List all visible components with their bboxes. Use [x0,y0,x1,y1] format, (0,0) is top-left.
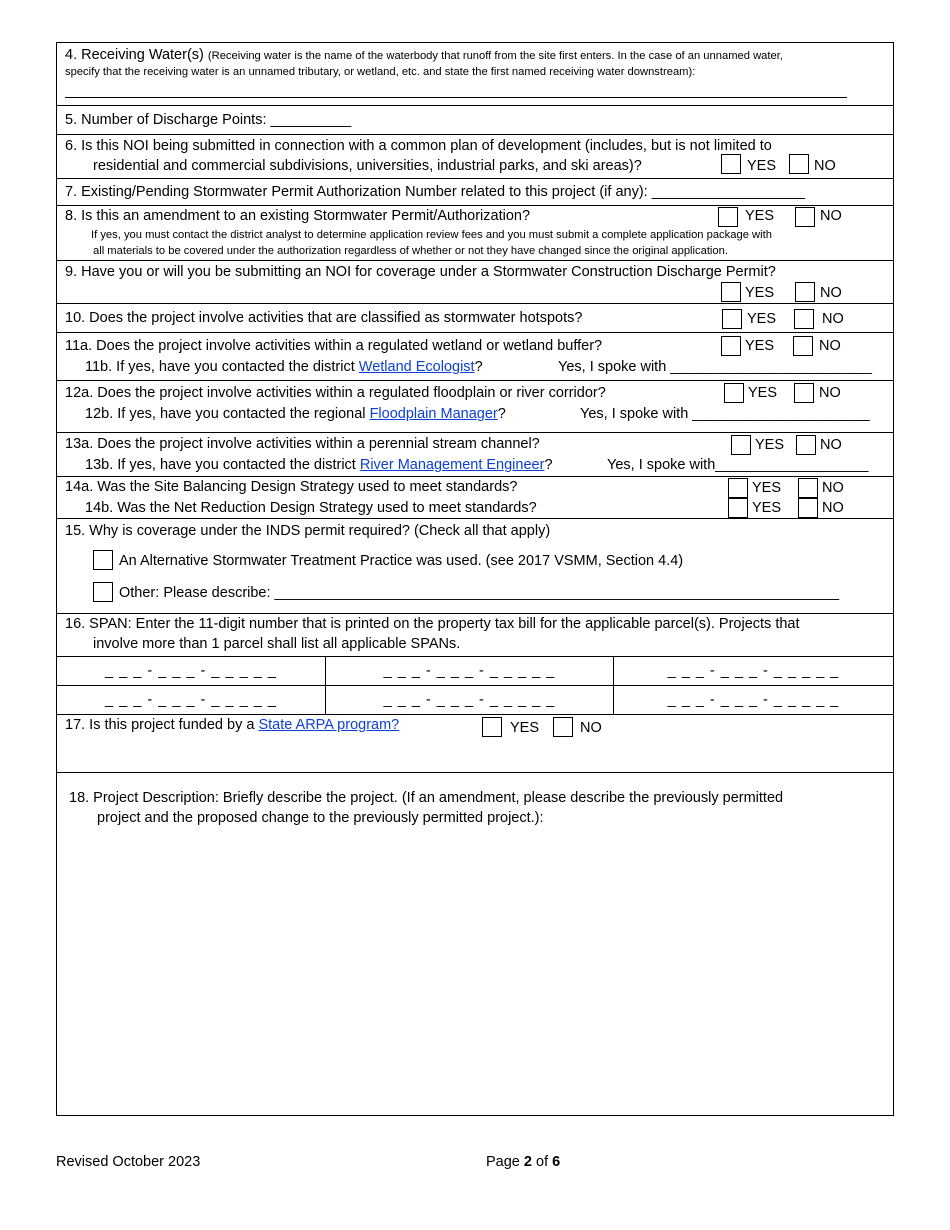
q13b-label: 13b. If yes, have you contacted the district River Management Engineer? [85,457,553,473]
q6-no-label: NO [814,158,836,174]
q15-other-checkbox[interactable] [93,582,113,602]
q5-label[interactable]: 5. Number of Discharge Points: __________ [65,112,352,128]
q5-row [57,106,893,135]
q11a-yes-checkbox[interactable] [721,336,741,356]
q18-row[interactable] [57,773,893,1115]
q4-row [57,43,893,106]
q6-label-line1: 6. Is this NOI being submitted in connection with a common plan of development (includes, but is not limited to [65,138,772,154]
q6-yes-label: YES [747,158,777,174]
q12a-yes-checkbox[interactable] [724,383,744,403]
q15-other-label[interactable]: Other: Please describe: ______________________________________________________________________ [119,585,840,601]
q4-label: 4. Receiving Water(s) (Receiving water is the name of the waterbody that runoff from the site first enters. In the case of an unnamed water, [65,47,783,63]
q4-note: specify that the receiving water is an unnamed tributary, or wetland, etc. and state the first named receiving water downstream): [65,66,696,78]
q17-yes-checkbox[interactable] [482,717,502,737]
q6-label-line2: residential and commercial subdivisions, universities, industrial parks, and ski areas)? [93,158,642,174]
q15-alternative-practice-label: An Alternative Stormwater Treatment Practice was used. (see 2017 VSMM, Section 4.4) [119,553,684,569]
river-management-engineer-link[interactable]: River Management Engineer [359,457,545,473]
q11a-no-label: NO [819,338,841,354]
q12a-label: 12a. Does the project involve activities within a regulated floodplain or river corridor? [65,385,606,401]
q13-row [57,433,893,477]
span-row-2 [57,686,893,715]
q13a-yes-label: YES [755,437,785,453]
q15-alternative-practice-checkbox[interactable] [93,550,113,570]
q14a-no-label: NO [822,480,844,496]
q16-label-line2: involve more than 1 parcel shall list all applicable SPANs. [93,636,461,652]
q12-row [57,381,893,433]
q4-answer-line[interactable] [65,97,847,98]
q13a-no-label: NO [820,437,842,453]
q10-yes-label: YES [747,311,777,327]
q10-label: 10. Does the project involve activities that are classified as stormwater hotspots? [65,310,583,326]
q10-no-checkbox[interactable] [794,309,814,329]
q14b-yes-checkbox[interactable] [728,498,748,518]
span-field[interactable]: _ _ _ - _ _ _ - _ _ _ _ _ [667,663,840,679]
q11a-yes-label: YES [745,338,775,354]
span-row-1 [57,657,893,686]
q14b-no-checkbox[interactable] [798,498,818,518]
q11-row [57,333,893,381]
q13a-yes-checkbox[interactable] [731,435,751,455]
span-field[interactable]: _ _ _ - _ _ _ - _ _ _ _ _ [667,692,840,708]
q7-label[interactable]: 7. Existing/Pending Stormwater Permit Authorization Number related to this project (if any): ___________________ [65,184,805,200]
q9-no-checkbox[interactable] [795,282,815,302]
noi-form [56,42,894,1116]
q14b-no-label: NO [822,500,844,516]
q8-note-line1: If yes, you must contact the district analyst to determine application review fees and you must submit a complete application package with [91,229,772,241]
q6-yes-checkbox[interactable] [721,154,741,174]
q14a-no-checkbox[interactable] [798,478,818,498]
q17-label: 17. Is this project funded by a State ARPA program? [65,717,400,733]
q12a-no-label: NO [819,385,841,401]
q14a-yes-checkbox[interactable] [728,478,748,498]
q10-row [57,304,893,333]
state-arpa-program-link[interactable]: State ARPA program? [258,717,400,733]
q17-no-label: NO [580,720,602,736]
q10-yes-checkbox[interactable] [722,309,742,329]
q12b-spoke-with[interactable]: Yes, I spoke with ______________________ [580,406,870,422]
q6-row [57,135,893,179]
span-field[interactable]: _ _ _ - _ _ _ - _ _ _ _ _ [326,657,614,685]
q6-no-checkbox[interactable] [789,154,809,174]
q11b-label: 11b. If yes, have you contacted the district Wetland Ecologist? [85,359,483,375]
q15-label: 15. Why is coverage under the INDS permit required? (Check all that apply) [65,523,551,539]
q9-yes-label: YES [745,285,775,301]
q17-no-checkbox[interactable] [553,717,573,737]
q9-label: 9. Have you or will you be submitting an NOI for coverage under a Stormwater Construction Discharge Permit? [65,264,776,280]
span-field[interactable]: _ _ _ - _ _ _ - _ _ _ _ _ [57,686,326,714]
q11b-spoke-with[interactable]: Yes, I spoke with _________________________ [558,359,872,375]
q18-label-line2: project and the proposed change to the previously permitted project.): [97,810,544,826]
q14b-yes-label: YES [752,500,782,516]
q9-row [57,261,893,304]
q17-row [57,715,893,773]
q14-row [57,477,893,519]
q14b-label: 14b. Was the Net Reduction Design Strategy used to meet standards? [85,500,537,516]
span-field[interactable]: _ _ _ - _ _ _ - _ _ _ _ _ [57,657,326,685]
q11a-no-checkbox[interactable] [793,336,813,356]
q11a-label: 11a. Does the project involve activities within a regulated wetland or wetland buffer? [65,338,603,354]
q9-yes-checkbox[interactable] [721,282,741,302]
floodplain-manager-link[interactable]: Floodplain Manager [369,406,498,422]
q14a-label: 14a. Was the Site Balancing Design Strategy used to meet standards? [65,479,518,495]
q9-no-label: NO [820,285,842,301]
q8-yes-checkbox[interactable] [718,207,738,227]
q15-row [57,519,893,614]
q12a-yes-label: YES [748,385,778,401]
q17-yes-label: YES [510,720,540,736]
q16-row [57,614,893,657]
revision-date: Revised October 2023 [56,1154,201,1170]
q8-label: 8. Is this an amendment to an existing Stormwater Permit/Authorization? [65,208,531,224]
q8-no-label: NO [820,208,842,224]
q7-row [57,179,893,206]
q12a-no-checkbox[interactable] [794,383,814,403]
q10-no-label: NO [822,311,844,327]
page-number: Page 2 of 6 [486,1154,561,1170]
wetland-ecologist-link[interactable]: Wetland Ecologist [358,359,475,375]
q12b-label: 12b. If yes, have you contacted the regional Floodplain Manager? [85,406,506,422]
q16-label-line1: 16. SPAN: Enter the 11-digit number that is printed on the property tax bill for the applicable parcel(s). Projects that [65,616,800,632]
q13b-spoke-with[interactable]: Yes, I spoke with___________________ [607,457,869,473]
q13a-label: 13a. Does the project involve activities within a perennial stream channel? [65,436,540,452]
q8-note-line2: all materials to be covered under the authorization regardless of whether or not they have changed since the original application. [93,245,728,257]
span-field[interactable]: _ _ _ - _ _ _ - _ _ _ _ _ [326,686,614,714]
q14a-yes-label: YES [752,480,782,496]
q8-row [57,206,893,261]
q13a-no-checkbox[interactable] [796,435,816,455]
q8-no-checkbox[interactable] [795,207,815,227]
q8-yes-label: YES [745,208,775,224]
q18-label-line1: 18. Project Description: Briefly describe the project. (If an amendment, please describe the previously permitted [69,790,784,806]
